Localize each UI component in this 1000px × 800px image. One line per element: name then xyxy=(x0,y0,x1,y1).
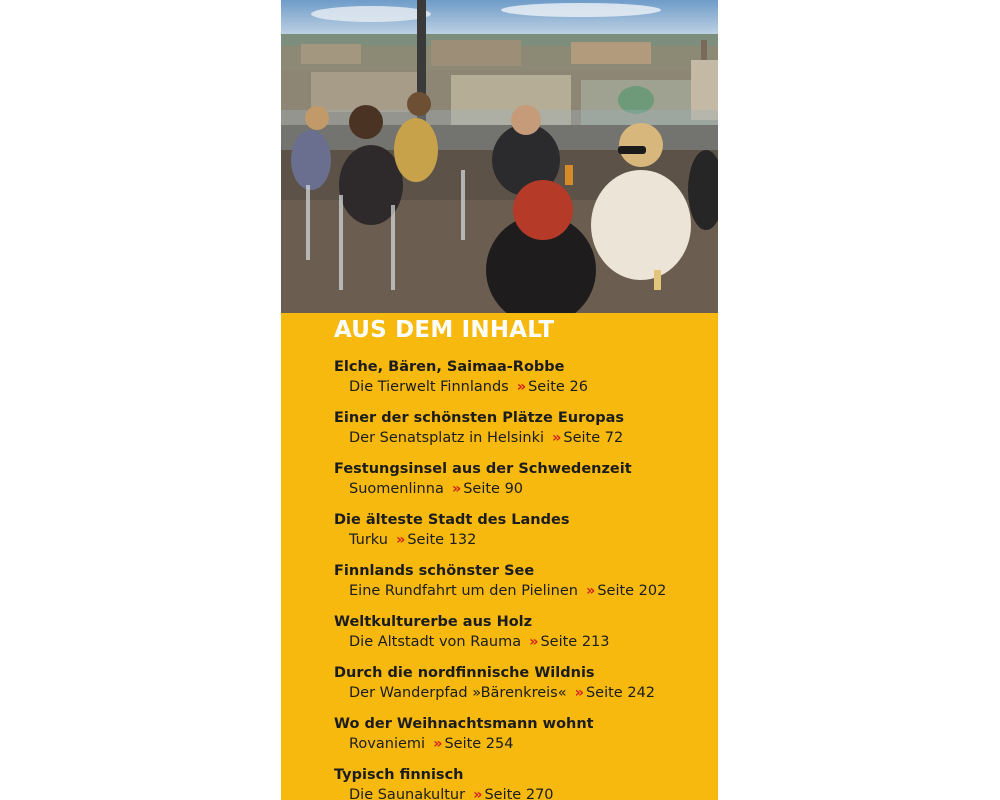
entry-subtitle-text: Die Saunakultur xyxy=(349,787,466,800)
entry-subtitle-text: Suomenlinna xyxy=(349,481,444,497)
entry-page: Seite 213 xyxy=(540,634,610,650)
entry-title: Weltkulturerbe aus Holz xyxy=(334,614,533,630)
toc-list xyxy=(334,357,666,800)
entry-subtitle-text: Die Altstadt von Rauma xyxy=(349,634,522,650)
entry-page: Seite 254 xyxy=(444,736,514,752)
entry-title: Finnlands schönster See xyxy=(334,563,535,579)
arrow-icon: » xyxy=(552,430,562,446)
arrow-icon: » xyxy=(433,736,443,752)
entry-title: Die älteste Stadt des Landes xyxy=(334,512,570,528)
entry-page: Seite 270 xyxy=(484,787,554,800)
entry-page: Seite 202 xyxy=(597,583,667,599)
arrow-icon: » xyxy=(473,787,483,800)
arrow-icon: » xyxy=(395,532,406,548)
entry-page: Seite 242 xyxy=(585,685,656,701)
entry-subtitle-text: Eine Rundfahrt um den Pielinen xyxy=(349,583,578,599)
entry-subtitle xyxy=(334,785,666,800)
toc-entry xyxy=(334,357,666,408)
arrow-icon: » xyxy=(451,481,462,497)
entry-title: Einer der schönsten Plätze Europas xyxy=(334,410,625,426)
rooftop-terrace-photo xyxy=(281,0,718,313)
entry-subtitle-text: Turku xyxy=(349,532,388,548)
toc-entry xyxy=(334,459,666,510)
entry-page: Seite 90 xyxy=(463,481,524,497)
book-panel xyxy=(281,0,718,800)
entry-subtitle xyxy=(334,428,666,448)
entry-title: Typisch finnisch xyxy=(334,767,464,783)
entry-subtitle-text: Rovaniemi xyxy=(349,736,426,752)
entry-subtitle xyxy=(334,632,666,652)
entry-subtitle xyxy=(334,581,666,601)
toc-entry xyxy=(334,510,666,561)
entry-title: Wo der Weihnachtsmann wohnt xyxy=(334,716,594,732)
entry-title: Elche, Bären, Saimaa-Robbe xyxy=(334,359,565,375)
toc-heading: AUS DEM INHALT xyxy=(334,317,555,343)
entry-title: Festungsinsel aus der Schwedenzeit xyxy=(334,461,632,477)
entry-subtitle xyxy=(334,683,666,703)
entry-title: Durch die nordfinnische Wildnis xyxy=(334,665,595,681)
toc-section xyxy=(281,313,718,800)
entry-subtitle xyxy=(334,734,666,754)
entry-page: Seite 132 xyxy=(407,532,477,548)
entry-subtitle-text: Der Wanderpfad »Bärenkreis« xyxy=(349,685,567,701)
arrow-icon: » xyxy=(574,685,584,701)
toc-entry xyxy=(334,714,666,765)
toc-entry xyxy=(334,765,666,800)
arrow-icon: » xyxy=(516,379,527,395)
entry-page: Seite 72 xyxy=(563,430,624,446)
entry-subtitle xyxy=(334,479,666,499)
toc-entry xyxy=(334,408,666,459)
entry-subtitle-text: Die Tierwelt Finnlands xyxy=(349,379,509,395)
arrow-icon: » xyxy=(585,583,596,599)
toc-entry xyxy=(334,663,666,714)
toc-entry xyxy=(334,561,666,612)
entry-page: Seite 26 xyxy=(528,379,588,395)
entry-subtitle-text: Der Senatsplatz in Helsinki xyxy=(349,430,544,446)
toc-entry xyxy=(334,612,666,663)
arrow-icon: » xyxy=(529,634,539,650)
entry-subtitle xyxy=(334,377,666,397)
entry-subtitle xyxy=(334,530,666,550)
